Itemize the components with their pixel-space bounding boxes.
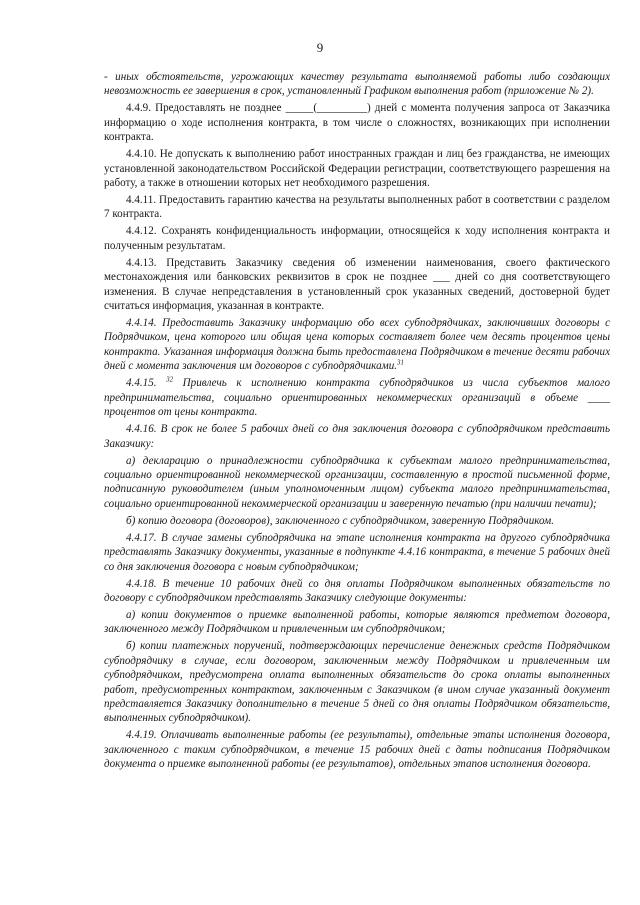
paragraph-text: Привлечь к исполнению контракта субподрядчиков из числа субъектов малого предпринимательства, социально ориентированных некоммерческих организаций в объеме ____ процентов от цены контракта. (104, 377, 610, 419)
paragraph-4-4-18 (104, 577, 610, 606)
footnote-marker: 32 (166, 375, 174, 384)
paragraph-4-4-14 (104, 316, 610, 374)
paragraph-4-4-18-b (104, 639, 610, 725)
paragraph-4-4-16 (104, 422, 610, 451)
paragraph-4-4-12 (104, 224, 610, 253)
page-number: 9 (316, 40, 324, 55)
paragraph-4-4-18-a (104, 608, 610, 637)
paragraph-text: а) декларацию о принадлежности субподрядчика к субъектам малого предпринимательства, социально ориентированной некоммерческой организации, составленную в простой письменной форме, подписанную руководителем (иным уполномоченным лицом) субъекта малого предпринимательства, социально ориентированной некоммерческой организации и заверенную печатью (при наличии печати); (104, 454, 610, 510)
paragraph-text: 4.4.10. Не допускать к выполнению работ иностранных граждан и лиц без гражданства, не имеющих установленной законодательством Российской Федерации регистрации, соответствующего разрешения на работу, а также в отношении которых нет необходимого разрешения. (104, 148, 610, 190)
paragraph-prefix: 4.4.15. (126, 377, 167, 390)
paragraph-text: а) копии документов о приемке выполненной работы, которые являются предметом договора, заключенного между Подрядчиком и привлеченным им субподрядчиком; (104, 608, 610, 636)
footnote-marker: 31 (397, 358, 405, 367)
paragraph-text: - иных обстоятельств, угрожающих качеству результата выполняемой работы либо создающих невозможность ее завершения в срок, установленный Графиком выполнения работ (приложение № 2). (104, 71, 610, 98)
paragraph-4-4-11 (104, 193, 610, 222)
paragraph-4-4-10 (104, 147, 610, 190)
paragraph-text: 4.4.13. Представить Заказчику сведения об изменении наименования, своего фактического местонахождения или банковских реквизитов в срок не позднее ___ дней со дня соответствующего изменения. В случае непредставления в установленный срок указанных сведений, достоверной будет считаться информация, указанная в контракте. (104, 256, 610, 313)
paragraph-4-4-9 (104, 101, 610, 144)
paragraph-text: б) копии платежных поручений, подтверждающих перечисление денежных средств Подрядчиком субподрядчику в случае, если договором, заключенным между Подрядчиком и привлеченным им субподрядчиком, предусмотрена оплата выполненных обязательств до срока оплаты выполненных работ, предусмотренных контрактом, заключенным с Заказчиком (в ином случае указанный документ представляется Заказчику дополнительно в течение 5 дней со дня оплаты Подрядчиком обязательств, выполненных субподрядчиком). (104, 640, 610, 725)
paragraph-text: 4.4.14. Предоставить Заказчику информацию обо всех субподрядчиках, заключивших договоры с Подрядчиком, цена которого или общая цена которых составляет более чем десять процентов цены контракта. Указанная информация должна быть предоставлена Подрядчиком в течение десяти рабочих дней с момента заключения им договоров с субподрядчиками. (104, 317, 610, 373)
paragraph-text: б) копию договора (договоров), заключенного с субподрядчиком, заверенную Подрядчиком. (126, 514, 555, 527)
paragraph-4-4-17 (104, 531, 610, 574)
paragraph-4-4-15 (104, 376, 610, 419)
paragraph-other-circumstances (104, 70, 610, 99)
paragraph-4-4-13 (104, 256, 610, 314)
paragraph-text: 4.4.12. Сохранять конфиденциальность информации, относящейся к ходу исполнения контракта и полученным результатам. (104, 225, 610, 252)
paragraph-4-4-16-a (104, 454, 610, 512)
paragraph-text: 4.4.19. Оплачивать выполненные работы (ее результаты), отдельные этапы исполнения договора, заключенного с таким субподрядчиком, в течение 15 рабочих дней с даты подписания Подрядчиком документа о приемке выполненной работы (ее результатов), отдельных этапов исполнения договора. (104, 729, 610, 771)
paragraph-4-4-19 (104, 728, 610, 771)
document-body (104, 70, 610, 774)
paragraph-text: 4.4.9. Предоставлять не позднее _____(_________) дней с момента получения запроса от Заказчика информацию о ходе исполнения контракта, в том числе о сложностях, возникающих при исполнении контракта. (104, 102, 610, 144)
paragraph-4-4-16-b (104, 514, 610, 528)
paragraph-text: 4.4.17. В случае замены субподрядчика на этапе исполнения контракта на другого субподрядчика представлять Заказчику документы, указанные в подпункте 4.4.16 контракта, в течение 5 рабочих дней со дня заключения договора с новым субподрядчиком; (104, 531, 610, 573)
paragraph-text: 4.4.11. Предоставить гарантию качества на результаты выполненных работ в соответствии с разделом 7 контракта. (104, 194, 610, 221)
paragraph-text: 4.4.16. В срок не более 5 рабочих дней со дня заключения договора с субподрядчиком представить Заказчику: (104, 423, 610, 450)
paragraph-text: 4.4.18. В течение 10 рабочих дней со дня оплаты Подрядчиком выполненных обязательств по договору с субподрядчиком представлять Заказчику следующие документы: (104, 577, 610, 604)
